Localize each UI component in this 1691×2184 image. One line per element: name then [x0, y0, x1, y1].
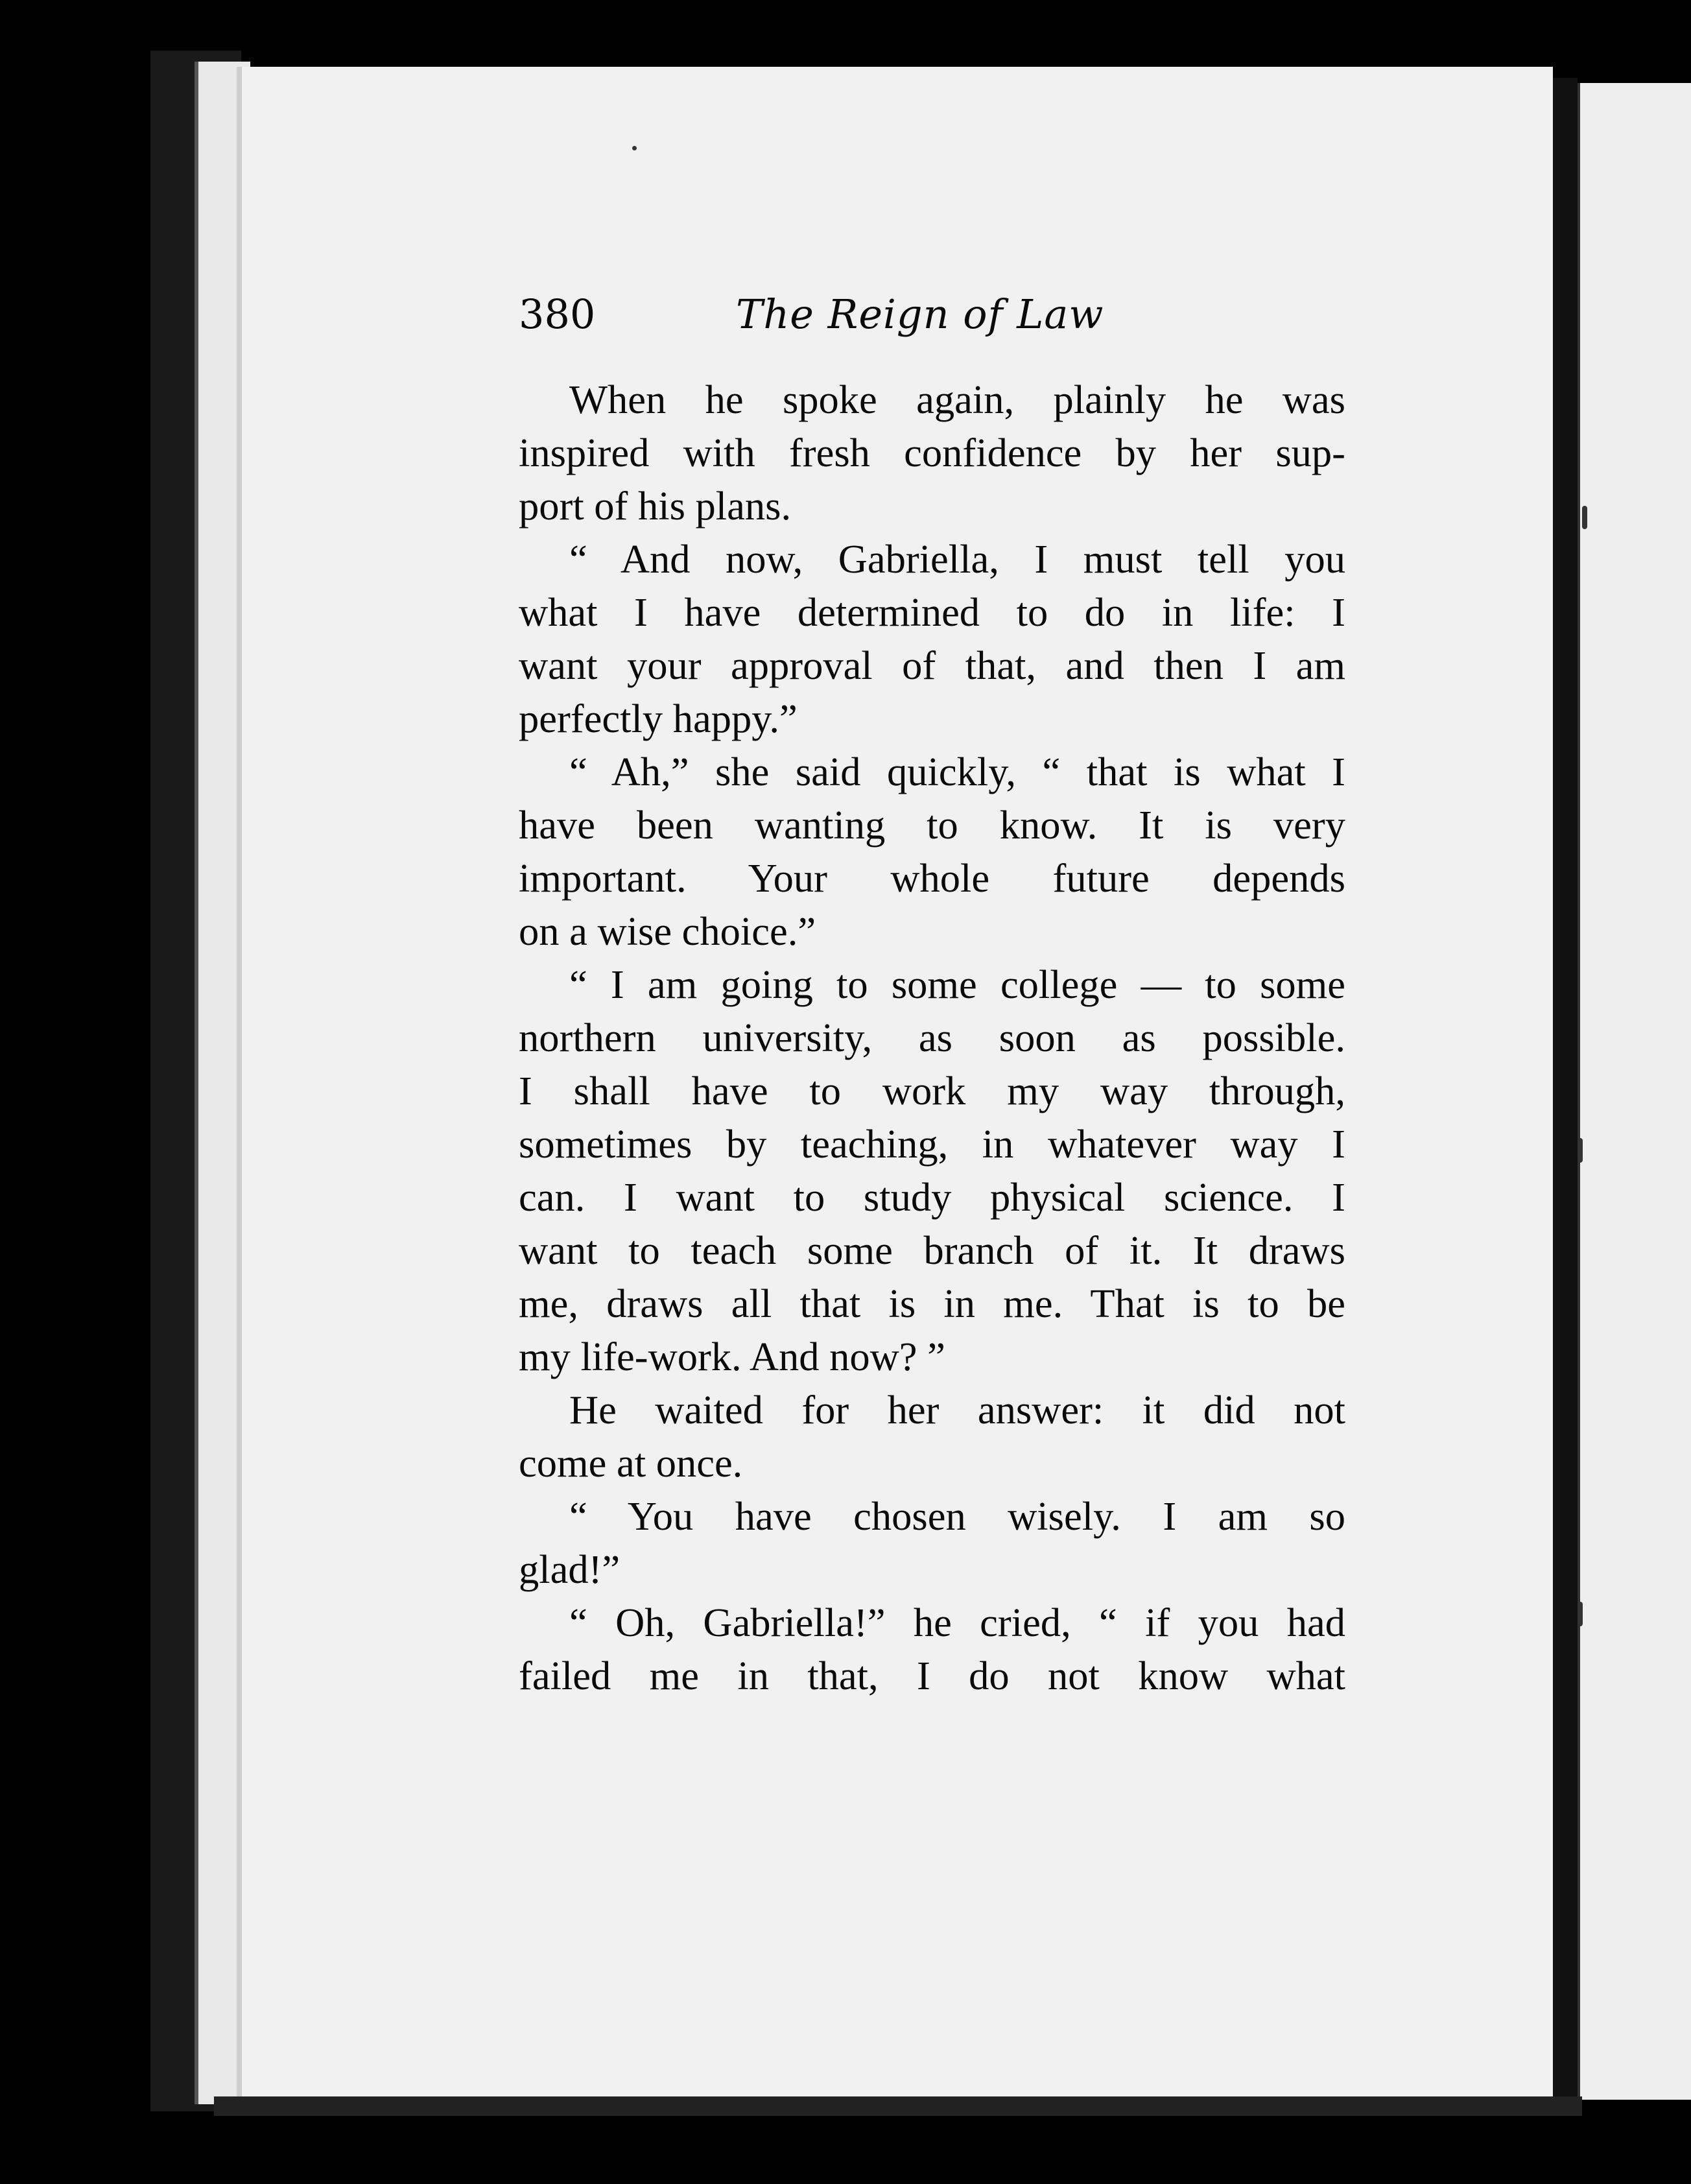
- text-line: sometimes by teaching, in whatever way I: [519, 1121, 1345, 1167]
- paragraph: [519, 1383, 1345, 1490]
- text-line: “ And now, Gabriella, I must tell you: [569, 536, 1345, 582]
- text-line: what I have determined to do in life: I: [519, 589, 1345, 635]
- running-header: [519, 285, 1349, 344]
- body-text: [519, 373, 1345, 1702]
- scan-speck: [632, 146, 637, 150]
- text-line: inspired with fresh confidence by her sup-: [519, 430, 1345, 475]
- paragraph: [519, 958, 1345, 1383]
- text-line: “ Oh, Gabriella!” he cried, “ if you had: [569, 1600, 1345, 1645]
- text-line: failed me in that, I do not know what: [519, 1653, 1345, 1698]
- text-line: me, draws all that is in me. That is to be: [519, 1281, 1345, 1326]
- book-gutter: [1553, 78, 1578, 2114]
- scan-speck: [1578, 1602, 1583, 1626]
- text-line: on a wise choice.”: [519, 908, 816, 954]
- text-line: “ Ah,” she said quickly, “ that is what I: [569, 749, 1345, 794]
- paragraph: [519, 532, 1345, 745]
- text-line: He waited for her answer: it did not: [569, 1387, 1345, 1432]
- text-line: glad!”: [519, 1547, 621, 1592]
- paragraph: [519, 1490, 1345, 1596]
- page-number: 380: [519, 291, 596, 338]
- text-line: come at once.: [519, 1440, 743, 1486]
- text-line: “ I am going to some college — to some: [569, 962, 1345, 1007]
- text-line: northern university, as soon as possible.: [519, 1015, 1345, 1060]
- text-line: can. I want to study physical science. I: [519, 1174, 1345, 1220]
- scan-speck: [1582, 506, 1587, 529]
- text-line: perfectly happy.”: [519, 696, 798, 741]
- text-line: my life-work. And now? ”: [519, 1334, 945, 1379]
- paragraph: [519, 745, 1345, 958]
- text-line: want your approval of that, and then I am: [519, 643, 1345, 688]
- text-line: When he spoke again, plainly he was: [569, 377, 1345, 422]
- text-line: I shall have to work my way through,: [519, 1068, 1345, 1113]
- running-title: The Reign of Law: [736, 291, 1104, 338]
- scan-speck: [1578, 1138, 1583, 1163]
- bottom-page-shadow: [214, 2096, 1582, 2116]
- text-line: port of his plans.: [519, 483, 792, 528]
- facing-page-edge: [1578, 83, 1691, 2100]
- text-line: important. Your whole future depends: [519, 855, 1345, 901]
- paragraph: [519, 1596, 1345, 1702]
- paragraph: [519, 373, 1345, 532]
- text-line: have been wanting to know. It is very: [519, 802, 1345, 848]
- text-line: “ You have chosen wisely. I am so: [569, 1493, 1345, 1539]
- text-line: want to teach some branch of it. It draws: [519, 1228, 1345, 1273]
